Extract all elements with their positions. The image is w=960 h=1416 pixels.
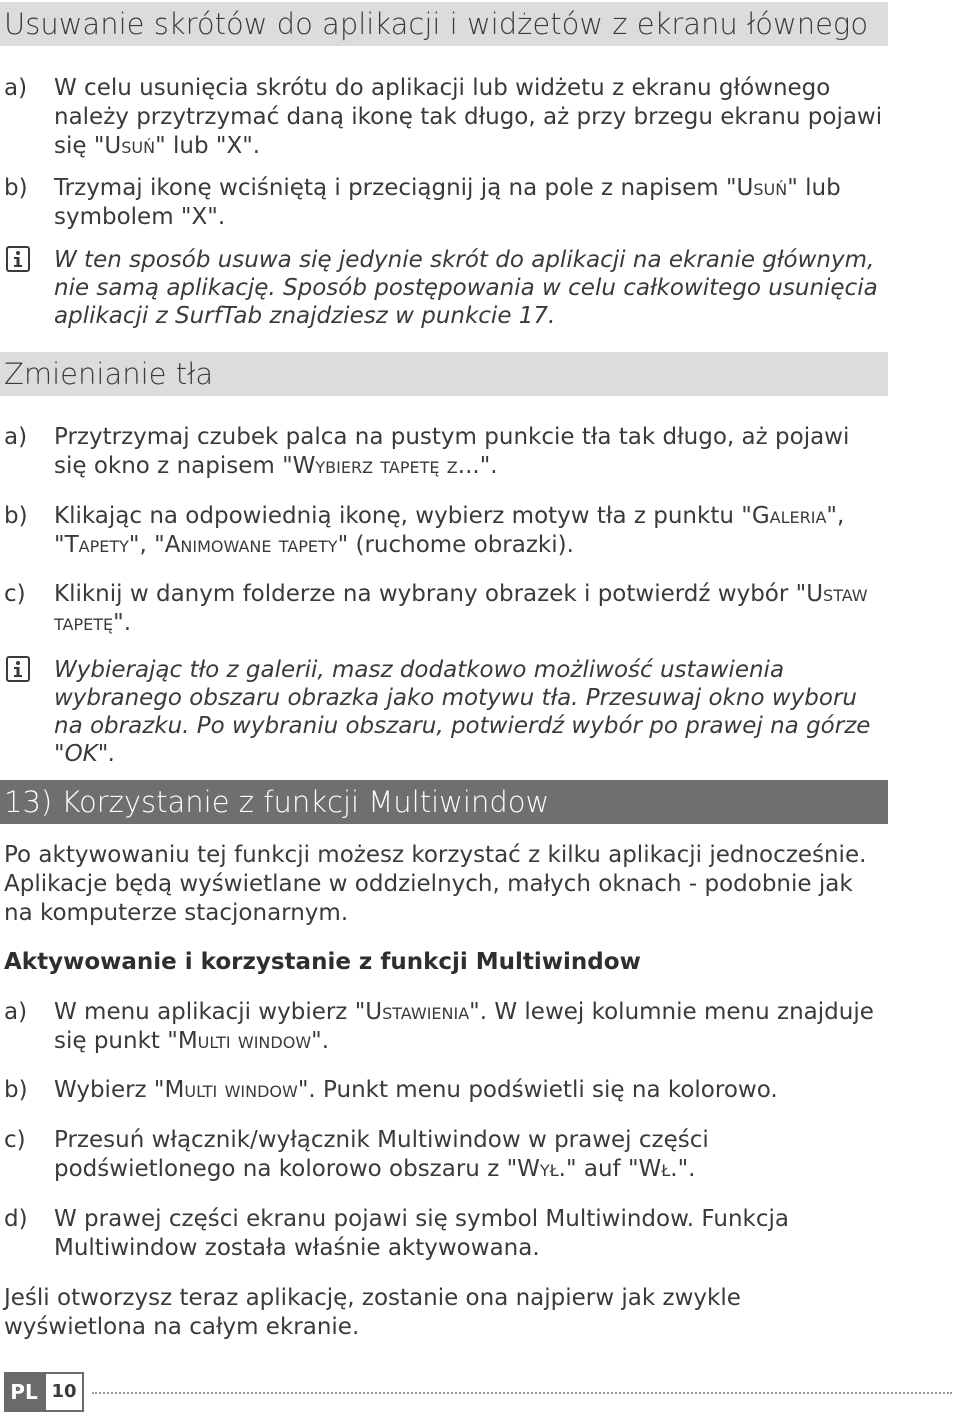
outro-paragraph: Jeśli otworzysz teraz aplikację, zostanie ona najpierw jak zwykle wyświetlona na całym ekranie. [4,1285,741,1340]
ui-term: Tapety [64,532,129,558]
ui-term: Multi window [164,1077,298,1103]
step-text: Wybierz "Multi window". Punkt menu podświetli się na kolorowo. [54,1077,778,1103]
step-text: W menu aplikacji wybierz "Ustawienia". W lewej kolumnie menu znajduje się punkt "Multi window". [54,999,874,1054]
step-text: Kliknij w danym folderze na wybrany obrazek i potwierdź wybór "Ustaw tapetę". [54,581,868,636]
info-note [4,246,888,330]
step-item [4,1126,888,1184]
step-label: b) [4,503,28,529]
step-item [4,1205,888,1263]
intro-paragraph: Po aktywowaniu tej funkcji możesz korzystać z kilku aplikacji jednocześnie. Aplikacje będą wyświetlane w oddzielnych, małych oknach - podobnie jak na komputerze stacjonarnym. [4,842,867,926]
ui-term: Ustawienia [365,999,470,1025]
section-heading-change-background: Zmienianie tła [0,352,888,396]
step-label: a) [4,424,28,450]
info-text: W ten sposób usuwa się jedynie skrót do aplikacji na ekranie głównym, nie samą aplikację. Sposób postępowania w celu całkowitego usunięcia aplikacji z SurfTab znajdziesz w punkcie 17. [54,247,878,329]
step-label: b) [4,1077,28,1103]
step-label: d) [4,1206,28,1232]
ui-term: Wł. [638,1156,678,1182]
step-label: b) [4,175,28,201]
step-item [4,74,888,161]
section-heading-multiwindow: 13) Korzystanie z funkcji Multiwindow [0,780,888,824]
step-text: Trzymaj ikonę wciśniętą i przeciągnij ją na pole z napisem "Usuń" lub symbolem "X". [54,175,841,230]
step-label: c) [4,581,26,607]
step-label: c) [4,1127,26,1153]
step-item [4,174,888,232]
ui-term: Galeria [751,503,827,529]
info-note [4,656,888,768]
ui-term: Ustaw tapetę [54,581,868,636]
step-text: W prawej części ekranu pojawi się symbol Multiwindow. Funkcja Multiwindow została właśnie aktywowana. [54,1206,789,1261]
ui-term: Animowane tapety [164,532,338,558]
section-heading-remove-shortcuts: Usuwanie skrótów do aplikacji i widżetów z ekranu łównego [0,2,888,46]
step-item [4,423,888,481]
ui-term: Usuń [104,133,156,159]
step-text: Klikając na odpowiednią ikonę, wybierz motyw tła z punktu "Galeria", "Tapety", "Animowane tapety" (ruchome obrazki). [54,503,845,558]
subheading-activate-multiwindow: Aktywowanie i korzystanie z funkcji Multiwindow [4,949,641,975]
step-item [4,998,888,1056]
info-icon [6,656,30,682]
ui-term: Wył. [517,1156,566,1182]
step-label: a) [4,999,28,1025]
page-number: 10 [44,1372,84,1412]
step-item [4,580,888,638]
ui-term: Usuń [736,175,788,201]
info-text: Wybierając tło z galerii, masz dodatkowo możliwość ustawienia wybranego obszaru obrazka jako motywu tła. Przesuwaj okno wyboru na obrazku. Po wybraniu obszaru, potwierdź wybór po prawej na górze "OK". [54,657,871,767]
step-text: Przesuń włącznik/wyłącznik Multiwindow w prawej części podświetlonego na kolorowo obszaru z "Wył." auf "Wł.". [54,1127,709,1182]
step-item [4,1076,888,1105]
footer-divider [92,1392,952,1394]
ui-term: Wybierz tapetę z... [292,453,480,479]
language-badge: PL [4,1372,44,1412]
ui-term: Multi window [177,1028,312,1054]
step-label: a) [4,75,28,101]
step-item [4,502,888,560]
step-text: W celu usunięcia skrótu do aplikacji lub widżetu z ekranu głównego należy przytrzymać daną ikonę tak długo, aż przy brzegu ekranu pojawi się "Usuń" lub "X". [54,75,883,159]
info-icon [6,246,30,272]
step-text: Przytrzymaj czubek palca na pustym punkcie tła tak długo, aż pojawi się okno z napisem "Wybierz tapetę z...". [54,424,850,479]
